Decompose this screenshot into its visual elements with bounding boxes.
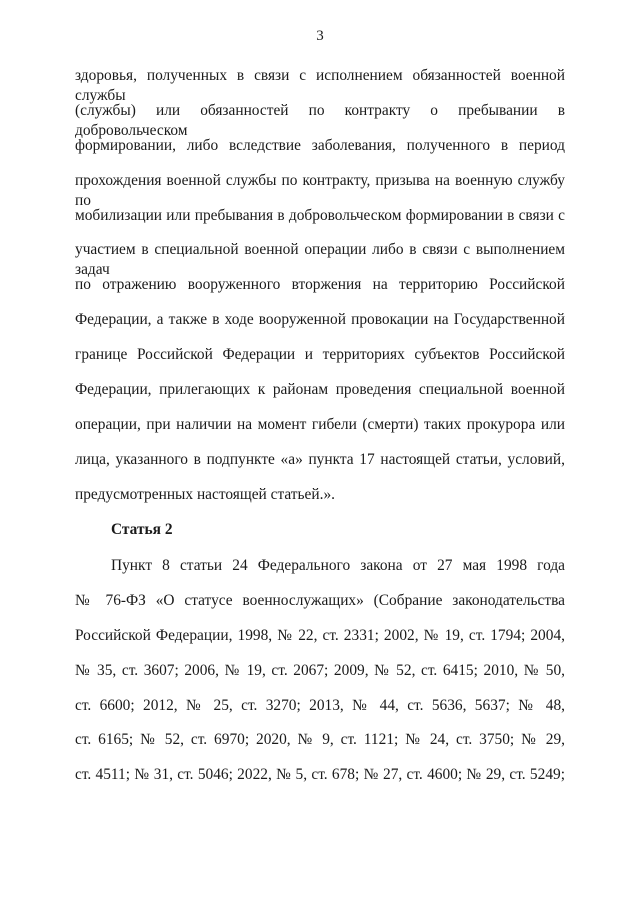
text-line: ст. 6600; 2012, № 25, ст. 3270; 2013, № 44, ст. 5636, 5637; № 48, [75,696,565,714]
text-line: Федерации, а также в ходе вооруженной провокации на Государственной [75,311,565,329]
article-heading: Статья 2 [111,521,173,538]
text-line: ст. 6165; № 52, ст. 6970; 2020, № 9, ст. 1121; № 24, ст. 3750; № 29, [75,731,565,749]
text-line: границе Российской Федерации и территориях субъектов Российской [75,346,565,364]
text-line: Федерации, прилегающих к районам проведения специальной военной [75,381,565,399]
text-line: мобилизации или пребывания в добровольческом формировании в связи с [75,206,565,224]
text-line: Пункт 8 статьи 24 Федерального закона от 27 мая 1998 года [111,557,565,574]
text-line: операции, при наличии на момент гибели (смерти) таких прокурора или [75,415,565,433]
text-line: № 35, ст. 3607; 2006, № 19, ст. 2067; 2009, № 52, ст. 6415; 2010, № 50, [75,661,565,679]
text-line: Российской Федерации, 1998, № 22, ст. 2331; 2002, № 19, ст. 1794; 2004, [75,626,565,644]
text-line: формировании, либо вследствие заболевания, полученного в период [75,136,565,154]
text-line: (службы) или обязанностей по контракту о пребывании в добровольческом [75,101,565,139]
text-line: ст. 4511; № 31, ст. 5046; 2022, № 5, ст. 678; № 27, ст. 4600; № 29, ст. 5249; [75,766,565,784]
text-line: № 76-ФЗ «О статусе военнослужащих» (Собрание законодательства [75,591,565,609]
text-line: лица, указанного в подпункте «а» пункта 17 настоящей статьи, условий, [75,450,565,468]
paragraph-continued [75,66,565,520]
paragraph-article-2 [75,556,565,800]
text-line: прохождения военной службы по контракту, призыва на военную службу по [75,171,565,209]
text-line: по отражению вооруженного вторжения на территорию Российской [75,276,565,294]
text-line: предусмотренных настоящей статьей.». [75,485,335,503]
text-line: здоровья, полученных в связи с исполнением обязанностей военной службы [75,67,565,104]
page-number: 3 [316,28,324,44]
text-line: участием в специальной военной операции либо в связи с выполнением задач [75,241,565,279]
